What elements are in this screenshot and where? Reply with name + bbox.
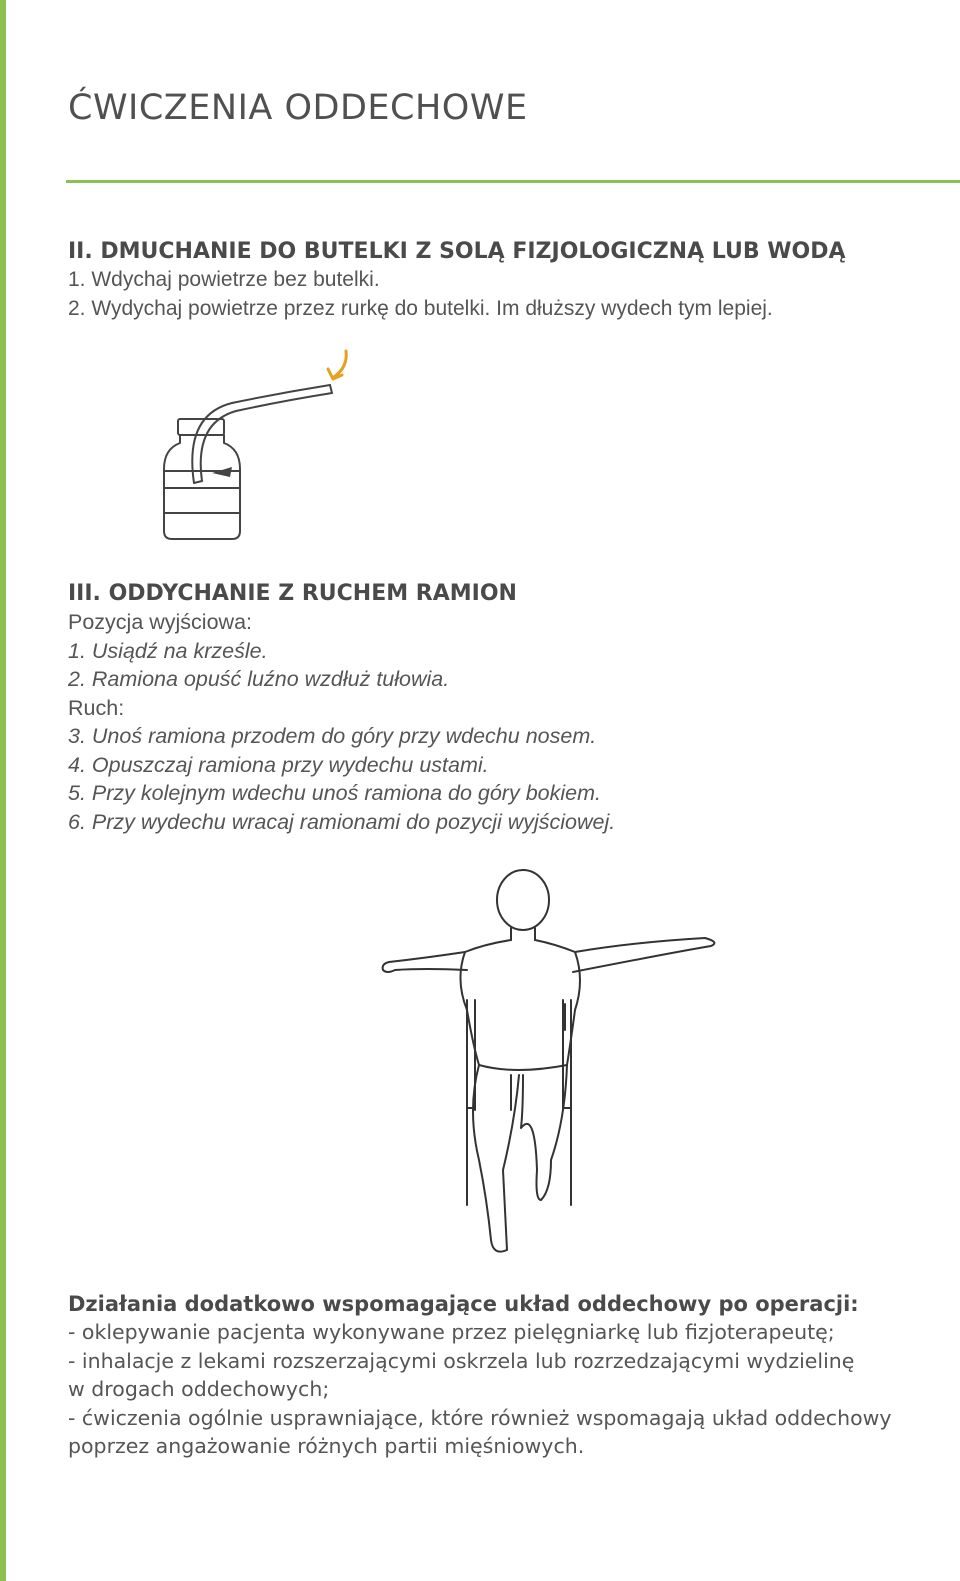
section-heading: II. DMUCHANIE DO BUTELKI Z SOLĄ FIZJOLOGICZNĄ LUB WODĄ (68, 239, 846, 264)
list-item: - oklepywanie pacjenta wykonywane przez pielęgniarkę lub fizjoterapeutę; (68, 1320, 835, 1344)
step-line: 1. Wdychaj powietrze bez butelki. (68, 268, 380, 291)
list-item: poprzez angażowanie różnych partii mięśniowych. (68, 1434, 585, 1458)
step-line: 2. Ramiona opuść luźno wzdłuż tułowia. (68, 667, 450, 691)
start-position-label: Pozycja wyjściowa: (68, 610, 252, 634)
title-divider (66, 180, 960, 183)
movement-label: Ruch: (68, 695, 125, 720)
accent-side-bar (0, 0, 6, 1581)
section-bottle-exercise (68, 238, 846, 323)
section-arm-breathing (68, 580, 615, 836)
step-line: 1. Usiądź na krześle. (68, 638, 268, 663)
section-heading: Działania dodatkowo wspomagające układ oddechowy po operacji: (68, 1292, 859, 1316)
step-line: 4. Opuszczaj ramiona przy wydechu ustami. (68, 752, 489, 777)
bottle-with-tube-illustration (150, 345, 350, 545)
section-heading: III. ODDYCHANIE Z RUCHEM RAMION (68, 581, 517, 606)
list-item: - ćwiczenia ogólnie usprawniające, które również wspomagają układ oddechowy (68, 1405, 892, 1430)
step-line: 2. Wydychaj powietrze przez rurkę do butelki. Im dłuższy wydech tym lepiej. (68, 296, 773, 320)
step-line: 5. Przy kolejnym wdechu unoś ramiona do góry bokiem. (68, 781, 601, 805)
step-line: 3. Unoś ramiona przodem do góry przy wdechu nosem. (68, 724, 597, 748)
step-line: 6. Przy wydechu wracaj ramionami do pozycji wyjściowej. (68, 809, 616, 834)
list-item: - inhalacje z lekami rozszerzającymi oskrzela lub rozrzedzającymi wydzielinę (68, 1348, 855, 1373)
page-title: ĆWICZENIA ODDECHOWE (68, 88, 528, 128)
additional-support-section (68, 1290, 892, 1461)
seated-arm-raise-figure-illustration (375, 870, 725, 1260)
list-item: w drogach oddechowych; (68, 1377, 330, 1401)
